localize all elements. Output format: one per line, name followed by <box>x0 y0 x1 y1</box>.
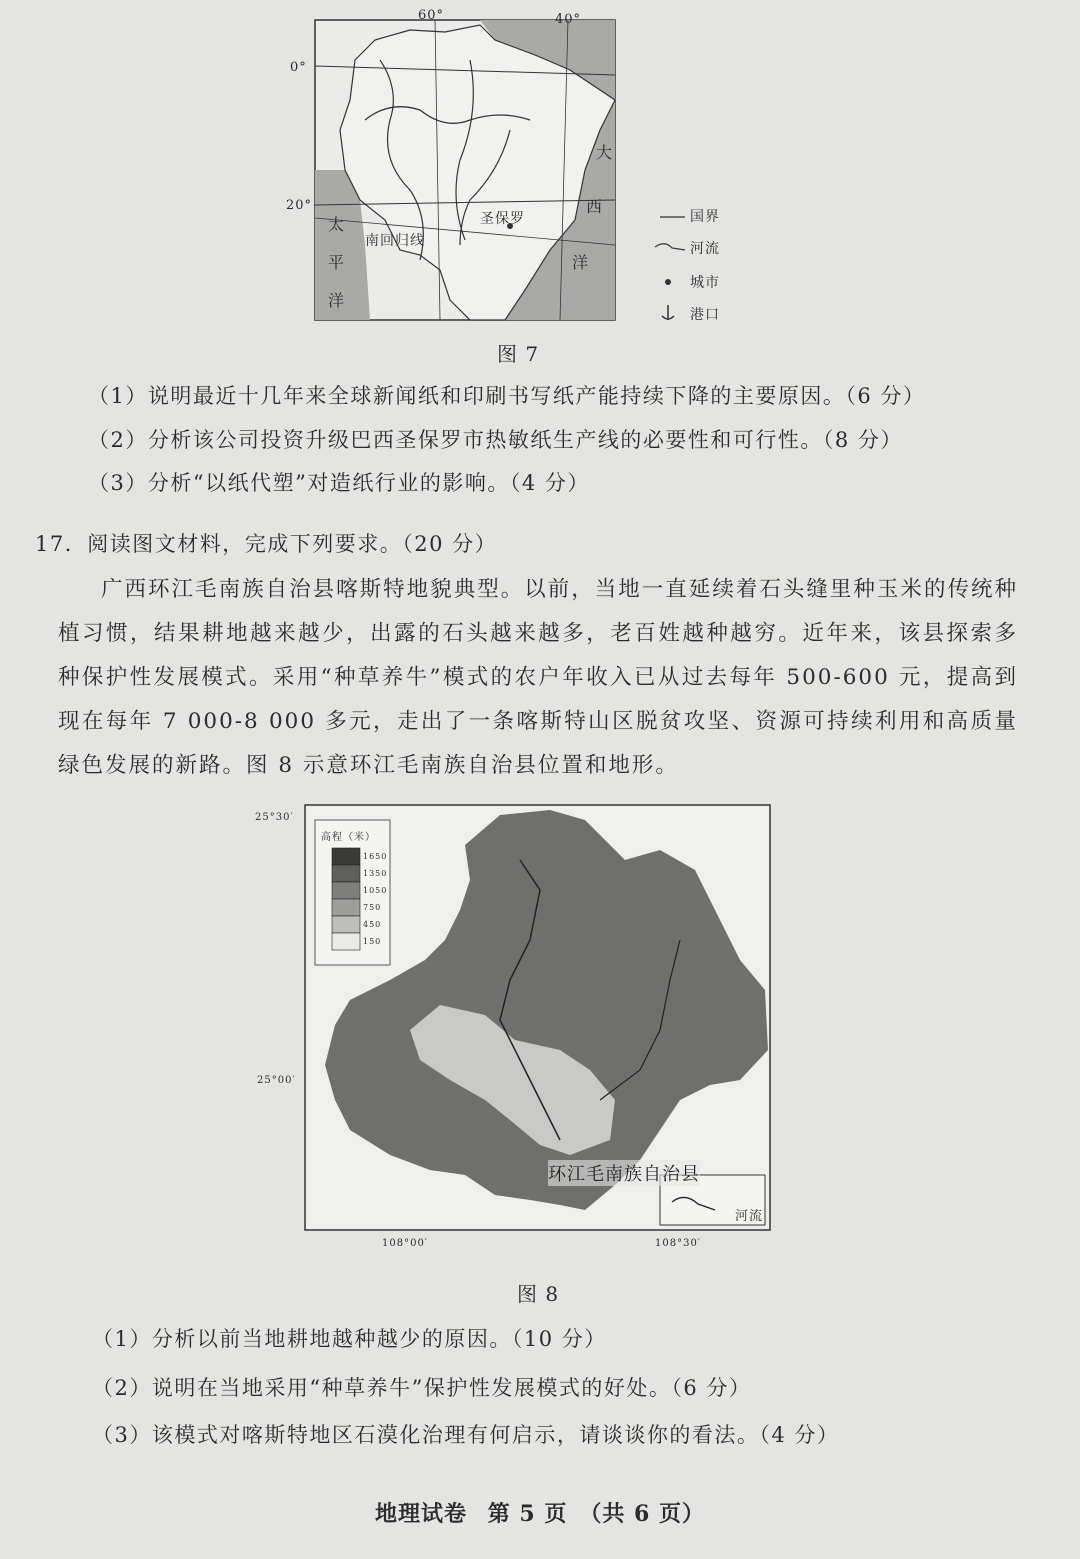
fig7-tropic-label: 南回归线 <box>365 233 425 249</box>
fig7-lat-0: 0° <box>290 60 307 75</box>
fig7-lat-20: 20° <box>286 198 313 213</box>
q17-paragraph: 广西环江毛南族自治县喀斯特地貌典型。以前，当地一直延续着石头缝里种玉米的传统种植习惯，结果耕地越来越少，出露的石头越来越多，老百姓越种越穷。近年来，该县探索多种保护性发展模式。采用“种草养牛”模式的农户年收入已从过去每年 500-600 元，提高到现在每年 7 000-8 000 多元，走出了一条喀斯特山区脱贫攻坚、资源可持续利用和高质量绿色发展的新路。图 8 示意环江毛南族自治县位置和地形。 <box>58 577 1018 778</box>
fig7-legend-border: 国界 <box>690 209 720 225</box>
fig7-ocean-right-2: 西 <box>586 197 604 216</box>
fig7-lon-60: 60° <box>418 8 445 23</box>
figure-8-caption: 图 8 <box>517 1282 560 1306</box>
fig8-legend-1350: 1350 <box>363 869 388 878</box>
fig8-region-label: 环江毛南族自治县 <box>548 1160 700 1186</box>
q17-material <box>58 568 1018 788</box>
page-footer <box>0 1497 1080 1528</box>
fig7-ocean-right-1: 大 <box>596 143 614 162</box>
fig7-ocean-left-2: 平 <box>328 253 346 272</box>
fig7-lon-40: 40° <box>555 12 582 27</box>
fig8-lon-108: 108°00′ <box>382 1238 429 1249</box>
footer-page: 第 5 页 <box>487 1501 568 1527</box>
fig8-legend-450: 450 <box>363 920 382 929</box>
fig7-legend-city: 城市 <box>690 275 720 291</box>
fig8-legend-750: 750 <box>363 903 382 912</box>
q16-part-1: （1）说明最近十几年来全球新闻纸和印刷书写纸产能持续下降的主要原因。（6 分） <box>88 384 926 408</box>
fig7-ocean-left-3: 洋 <box>328 291 346 310</box>
q16-part-3: （3）分析“以纸代塑”对造纸行业的影响。（4 分） <box>88 471 590 495</box>
q17-part-2: （2）说明在当地采用“种草养牛”保护性发展模式的好处。（6 分） <box>92 1376 752 1400</box>
fig8-river-legend: 河流 <box>735 1209 764 1224</box>
fig8-legend-1050: 1050 <box>363 886 388 895</box>
fig8-legend-150: 150 <box>363 937 382 946</box>
fig7-ocean-left-1: 太 <box>328 215 346 234</box>
fig8-legend-1650: 1650 <box>363 852 388 861</box>
fig8-legend-title: 高程（米） <box>321 832 376 843</box>
figure-7-caption: 图 7 <box>497 342 540 366</box>
footer-subject: 地理试卷 <box>375 1501 468 1527</box>
q16-part-2: （2）分析该公司投资升级巴西圣保罗市热敏纸生产线的必要性和可行性。（8 分） <box>88 428 903 452</box>
q17-title: 17．阅读图文材料，完成下列要求。（20 分） <box>35 532 498 556</box>
fig8-lon-108-30: 108°30′ <box>655 1238 702 1249</box>
fig7-legend-port: 港口 <box>690 307 720 323</box>
fig7-legend-river: 河流 <box>690 241 720 257</box>
footer-total: （共 6 页） <box>579 1501 705 1527</box>
fig7-city-label: 圣保罗 <box>480 211 525 227</box>
figure-7-map <box>270 0 740 335</box>
fig8-lat-25: 25°00′ <box>257 1075 296 1086</box>
fig8-lat-north: 25°30′ <box>255 812 294 823</box>
q17-part-3: （3）该模式对喀斯特地区石漠化治理有何启示，请谈谈你的看法。（4 分） <box>92 1423 840 1447</box>
figure-8-map <box>240 800 800 1260</box>
q17-part-1: （1）分析以前当地耕地越种越少的原因。（10 分） <box>92 1327 607 1351</box>
fig7-ocean-right-3: 洋 <box>572 253 590 272</box>
